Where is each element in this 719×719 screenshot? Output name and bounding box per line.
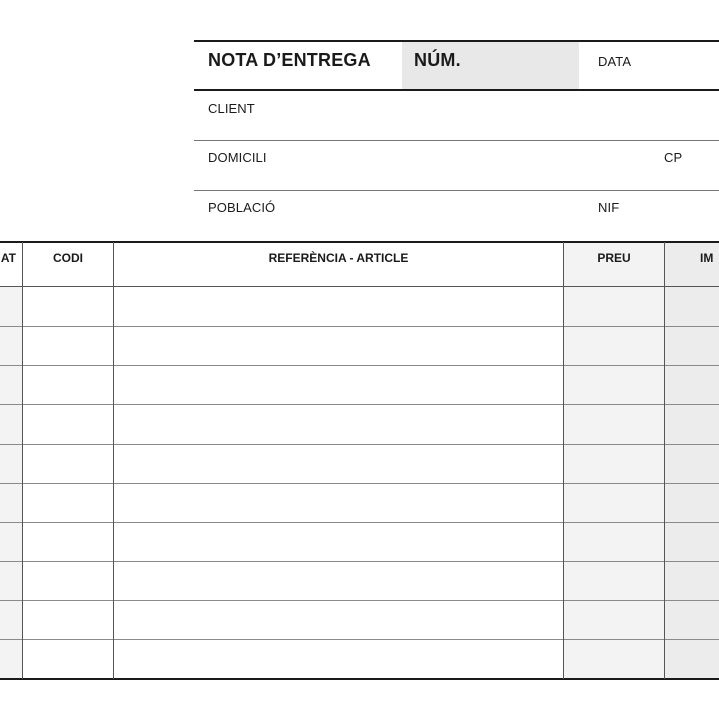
- column-header-code: CODI: [53, 251, 83, 265]
- table-row: [0, 483, 719, 484]
- table-row: [0, 522, 719, 523]
- table-top-border: [0, 241, 719, 243]
- amount-column-shade: [665, 242, 719, 679]
- column-header-amount: IM: [700, 251, 714, 265]
- table-bottom-border: [0, 678, 719, 680]
- tax-id-label: NIF: [598, 200, 620, 215]
- column-divider: [563, 242, 564, 679]
- address-label: DOMICILI: [208, 150, 267, 165]
- column-header-quantity: AT: [0, 251, 16, 265]
- table-row: [0, 326, 719, 327]
- client-label: CLIENT: [208, 101, 255, 116]
- table-header-border: [0, 286, 719, 287]
- table-row: [0, 561, 719, 562]
- table-row: [0, 639, 719, 640]
- column-divider: [664, 242, 665, 679]
- column-header-reference: REFERÈNCIA - ARTICLE: [268, 251, 409, 265]
- table-row: [0, 600, 719, 601]
- town-label: POBLACIÓ: [208, 200, 276, 215]
- table-row: [0, 404, 719, 405]
- table-row: [0, 444, 719, 445]
- column-header-price: PREU: [597, 251, 631, 265]
- header-divider-2: [194, 140, 719, 141]
- table-row: [0, 365, 719, 366]
- date-label: DATA: [598, 54, 632, 69]
- postcode-label: CP: [664, 150, 683, 165]
- number-label: NÚM.: [414, 50, 461, 70]
- form-title: NOTA D’ENTREGA: [208, 50, 371, 70]
- header-divider-1: [194, 89, 719, 91]
- column-divider: [22, 242, 23, 679]
- header-divider-3: [194, 190, 719, 191]
- price-column-shade: [564, 242, 664, 679]
- column-divider: [113, 242, 114, 679]
